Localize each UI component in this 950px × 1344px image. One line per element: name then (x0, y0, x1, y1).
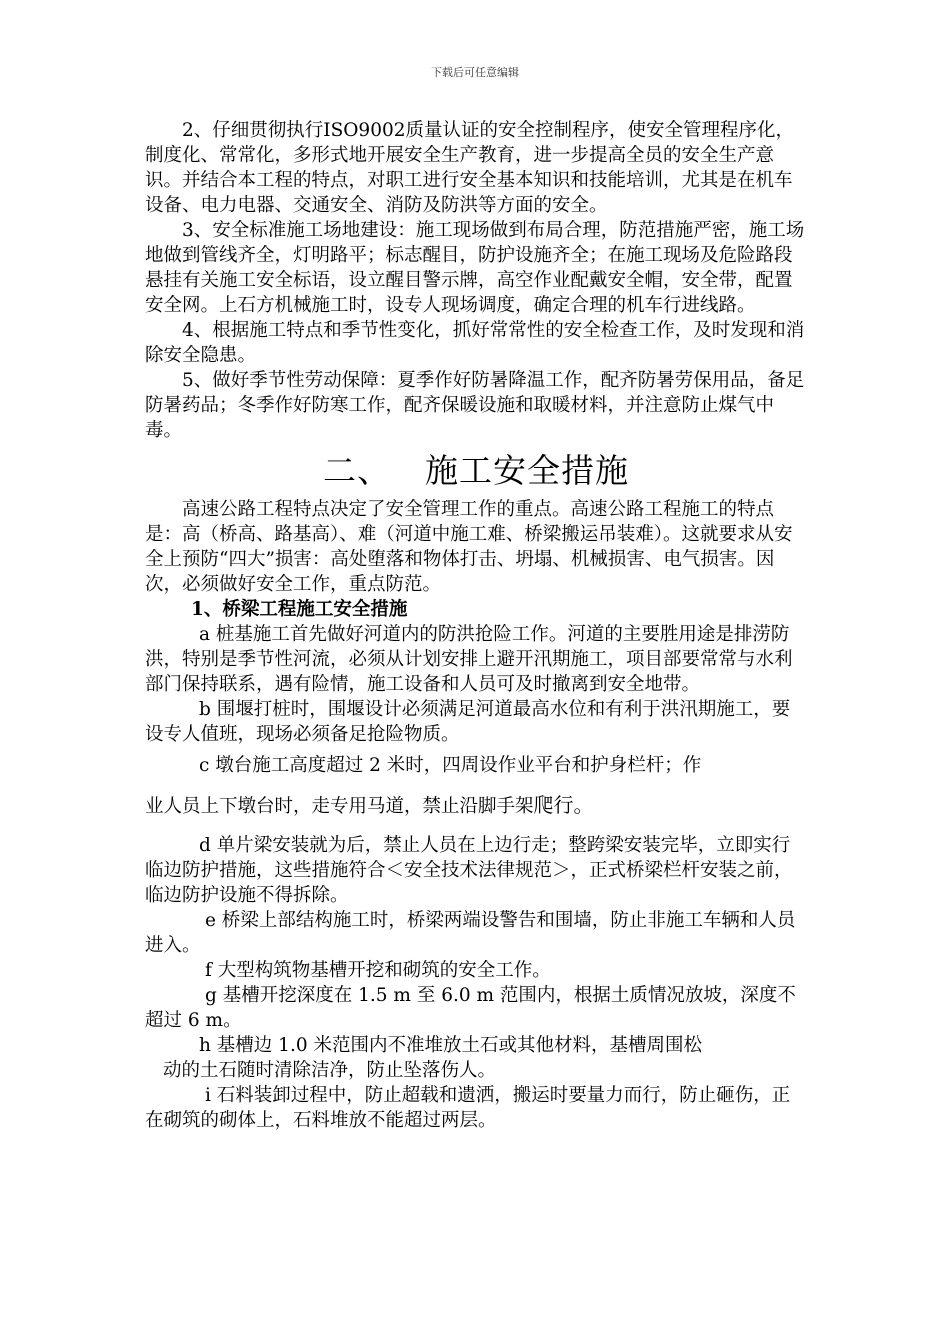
paragraph-item-3: 3、安全标准施工场地建设：施工现场做到布局合理，防范措施严密，施工场地做到管线齐全，灯明路平；标志醒目，防护设施齐全；在施工现场及危险路段悬挂有关施工安全标语，设立醒目警示牌，高空作业配戴安全帽，安全带，配置安全网。上石方机械施工时，设专人现场调度，确定合理的机车行进线路。 (145, 220, 805, 316)
item-g: g 基槽开挖深度在 1.5 m 至 6.0 m 范围内，根据土质情况放坡，深度不超过 6 m。 (145, 985, 796, 1031)
section-title: 施工安全措施 (425, 451, 629, 490)
item-f: f 大型构筑物基槽开挖和砌筑的安全工作。 (205, 960, 551, 981)
item-c-ending: 爬行。 (533, 793, 594, 817)
section-intro: 高速公路工程特点决定了安全管理工作的重点。高速公路工程施工的特点是：高（桥高、路基高）、难（河道中施工难、桥梁搬运吊装难）。这就要求从安全上预防“四大”损害：高处堕落和物体打击、坍塌、机械损害、电气损害。因次，必须做好安全工作，重点防范。 (145, 499, 793, 595)
paragraph-item-2: 2、仔细贯彻执行ISO9002质量认证的安全控制程序，使安全管理程序化，制度化、常常化，多形式地开展安全生产教育，进一步提高全员的安全生产意识。并结合本工程的特点，对职工进行安全基本知识和技能培训，尤其是在机车设备、电力电器、交通安全、消防及防洪等方面的安全。 (145, 120, 795, 216)
section-heading (145, 447, 807, 495)
item-h-line2: 动的土石随时清除洁净，防止坠落伤人。 (163, 1060, 497, 1081)
section-number: 二、 (323, 451, 391, 490)
subsection-heading: 1、桥梁工程施工安全措施 (191, 599, 408, 620)
item-c-line1: c 墩台施工高度超过 2 米时，四周设作业平台和护身栏杆；作 (199, 755, 702, 776)
item-h-line1: h 基槽边 1.0 米范围内不准堆放土石或其他材料，基槽周围松 (199, 1035, 702, 1056)
item-e: e 桥梁上部结构施工时，桥梁两端设警告和围墙，防止非施工车辆和人员进入。 (145, 910, 796, 956)
paragraph-item-5: 5、做好季节性劳动保障：夏季作好防暑降温工作，配齐防暑劳保用品，备足防暑药品；冬季作好防寒工作，配齐保暖设施和取暖材料，并注意防止煤气中毒。 (145, 370, 805, 441)
item-c-line2 (145, 793, 807, 819)
document-body (145, 118, 807, 1133)
page-header-note: 下载后可任意编辑 (431, 66, 519, 79)
paragraph-item-4: 4、根据施工特点和季节性变化，抓好常常性的安全检查工作，及时发现和消除安全隐患。 (145, 320, 805, 366)
item-d: d 单片梁安装就为后，禁止人员在上边行走；整跨梁安装完毕，立即实行临边防护措施，这些措施符合＜安全技术法律规范＞，正式桥梁栏杆安装之前，临边防护设施不得拆除。 (145, 835, 793, 906)
item-i: i 石料装卸过程中，防止超载和遗洒，搬运时要量力而行，防止砸伤，正在砌筑的砌体上，石料堆放不能超过两层。 (145, 1085, 791, 1131)
item-b: b 围堰打桩时，围堰设计必须满足河道最高水位和有利于洪汛期施工，要设专人值班，现场必须备足抢险物质。 (145, 699, 791, 745)
item-c-text: 业人员上下墩台时，走专用马道，禁止沿脚手架 (145, 796, 534, 817)
item-a: a 桩基施工首先做好河道内的防洪抢险工作。河道的主要胜用途是排涝防洪，特别是季节性河流，必须从计划安排上避开汛期施工，项目部要常常与水利部门保持联系，遇有险情，施工设备和人员可及时撤离到安全地带。 (145, 624, 793, 695)
